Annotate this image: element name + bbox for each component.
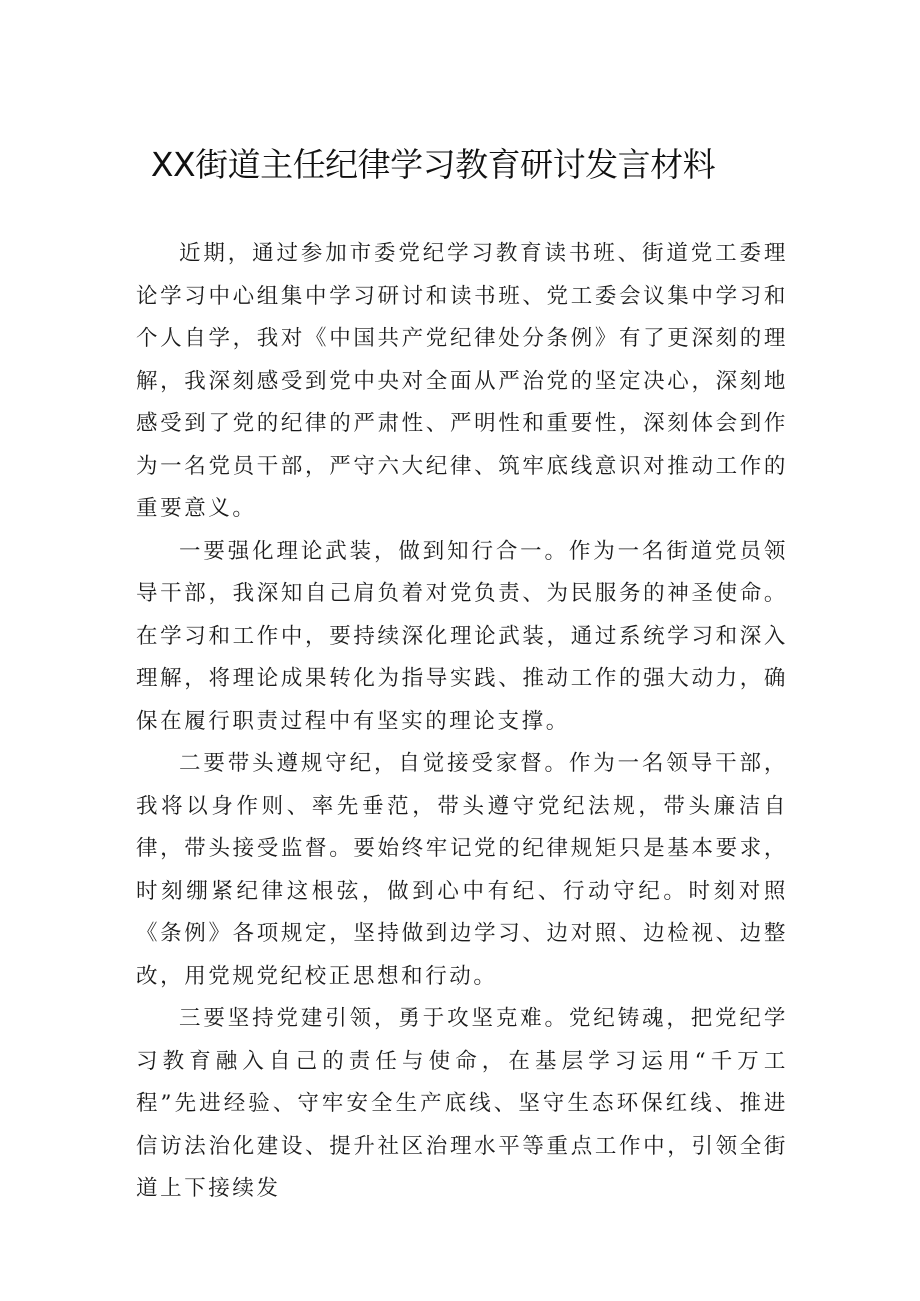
document-title: XX街道主任纪律学习教育研讨发言材料 <box>150 145 716 184</box>
paragraph-point-one: 一要强化理论武装，做到知行合一。作为一名街道党员领导干部，我深知自己肩负着对党负责、为民服务的神圣使命。在学习和工作中，要持续深化理论武装，通过系统学习和深入理解，将理论成果转化为指导实践、推动工作的强大动力，确保在履行职责过程中有坚实的理论支撑。 <box>136 538 788 734</box>
document-body <box>136 233 788 1211</box>
paragraph-intro: 近期，通过参加市委党纪学习教育读书班、街道党工委理论学习中心组集中学习研讨和读书班、党工委会议集中学习和个人自学，我对《中国共产党纪律处分条例》有了更深刻的理解，我深刻感受到党中央对全面从严治党的坚定决心，深刻地感受到了党的纪律的严肃性、严明性和重要性，深刻体会到作为一名党员干部，严守六大纪律、筑牢底线意识对推动工作的重要意义。 <box>136 241 788 521</box>
paragraph-point-two: 二要带头遵规守纪，自觉接受家督。作为一名领导干部，我将以身作则、率先垂范，带头遵守党纪法规，带头廉洁自律，带头接受监督。要始终牢记党的纪律规矩只是基本要求，时刻绷紧纪律这根弦，做到心中有纪、行动守纪。时刻对照《条例》各项规定，坚持做到边学习、边对照、边检视、边整改，用党规党纪校正思想和行动。 <box>136 751 788 989</box>
paragraph-point-three: 三要坚持党建引领，勇于攻坚克难。党纪铸魂，把党纪学习教育融入自己的责任与使命，在基层学习运用“千万工程”先进经验、守牢安全生产底线、坚守生态环保红线、推进信访法治化建设、提升社区治理水平等重点工作中，引领全街道上下接续发 <box>136 1006 788 1201</box>
